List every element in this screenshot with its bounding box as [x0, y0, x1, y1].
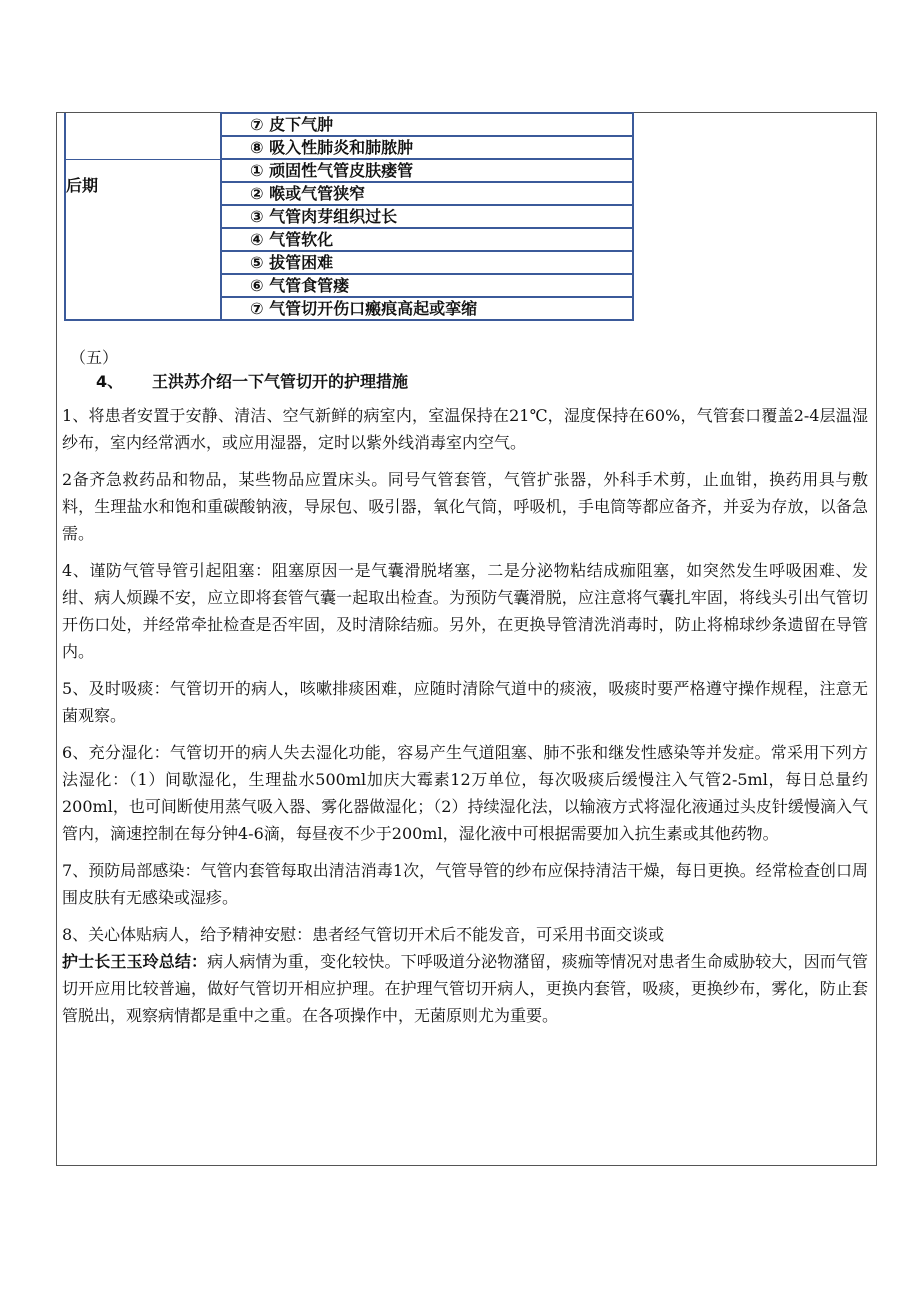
section-heading: [96, 369, 408, 392]
complication-item: ⑧ 吸入性肺炎和肺脓肿: [221, 136, 633, 159]
complication-item: ⑤ 拔管困难: [221, 251, 633, 274]
body-text: [62, 402, 868, 1039]
paragraph: 5、及时吸痰：气管切开的病人，咳嗽排痰困难，应随时清除气道中的痰液，吸痰时要严格遵守操作规程，注意无菌观察。: [62, 679, 868, 725]
summary-paragraph: [62, 948, 868, 1029]
complication-item: ⑥ 气管食管瘘: [221, 274, 633, 297]
complication-item: ① 顽固性气管皮肤瘘管: [221, 159, 633, 182]
paragraph: 8、关心体贴病人，给予精神安慰：患者经气管切开术后不能发音，可采用书面交谈或: [62, 925, 665, 944]
summary-text: 病人病情为重，变化较快。下呼吸道分泌物潴留，痰痂等情况对患者生命威胁较大，因而气管切开应用比较普遍，做好气管切开相应护理。在护理气管切开病人，更换内套管，吸痰，更换纱布，雾化，防止套管脱出，观察病情都是重中之重。在各项操作中，无菌原则尤为重要。: [62, 952, 868, 1025]
table-row: [65, 113, 633, 136]
stage-cell-late: 后期: [65, 159, 221, 320]
complication-item: ④ 气管软化: [221, 228, 633, 251]
heading-number: 4、: [96, 372, 124, 391]
paragraph: 1、将患者安置于安静、清洁、空气新鲜的病室内，室温保持在21℃，湿度保持在60%，气管套口覆盖2-4层温湿纱布，室内经常洒水，或应用湿器，定时以紫外线消毒室内空气。: [62, 406, 868, 452]
complications-table: [64, 112, 634, 321]
complication-item: ⑦ 皮下气肿: [221, 113, 633, 136]
section-label: （五）: [70, 348, 119, 367]
heading-text: 王洪苏介绍一下气管切开的护理措施: [152, 372, 409, 391]
summary-label: 护士长王玉玲总结：: [62, 952, 208, 971]
paragraph: 7、预防局部感染：气管内套管每取出清洁消毒1次，气管导管的纱布应保持清洁干燥，每日更换。经常检查创口周围皮肤有无感染或湿疹。: [62, 861, 868, 907]
complication-item: ⑦ 气管切开伤口瘢痕高起或挛缩: [221, 297, 633, 320]
paragraph: 2备齐急救药品和物品，某些物品应置床头。同号气管套管，气管扩张器，外科手术剪，止血钳，换药用具与敷料，生理盐水和饱和重碳酸钠液，导尿包、吸引器，氧化气筒，呼吸机，手电筒等都应备齐，并妥为存放，以备急需。: [62, 470, 868, 543]
stage-cell-early: [65, 113, 221, 159]
paragraph: 4、谨防气管导管引起阻塞：阻塞原因一是气囊滑脱堵塞，二是分泌物粘结成痂阻塞，如突然发生呼吸困难、发绀、病人烦躁不安，应立即将套管气囊一起取出检查。为预防气囊滑脱，应注意将气囊扎牢固，将线头引出气管切开伤口处，并经常牵扯检查是否牢固，及时清除结痂。另外，在更换导管清洗消毒时，防止将棉球纱条遗留在导管内。: [62, 561, 868, 661]
complication-item: ③ 气管肉芽组织过长: [221, 205, 633, 228]
complication-item: ② 喉或气管狭窄: [221, 182, 633, 205]
paragraph: 6、充分湿化：气管切开的病人失去湿化功能，容易产生气道阻塞、肺不张和继发性感染等并发症。常采用下列方法湿化：（1）间歇湿化，生理盐水500ml加庆大霉素12万单位，每次吸痰后缓慢注入气管2-5ml，每日总量约200ml，也可间断使用蒸气吸入器、雾化器做湿化；（2）持续湿化法，以输液方式将湿化液通过头皮针缓慢滴入气管内，滴速控制在每分钟4-6滴，每昼夜不少于200ml，湿化液中可根据需要加入抗生素或其他药物。: [62, 743, 868, 843]
table-row: [65, 159, 633, 182]
